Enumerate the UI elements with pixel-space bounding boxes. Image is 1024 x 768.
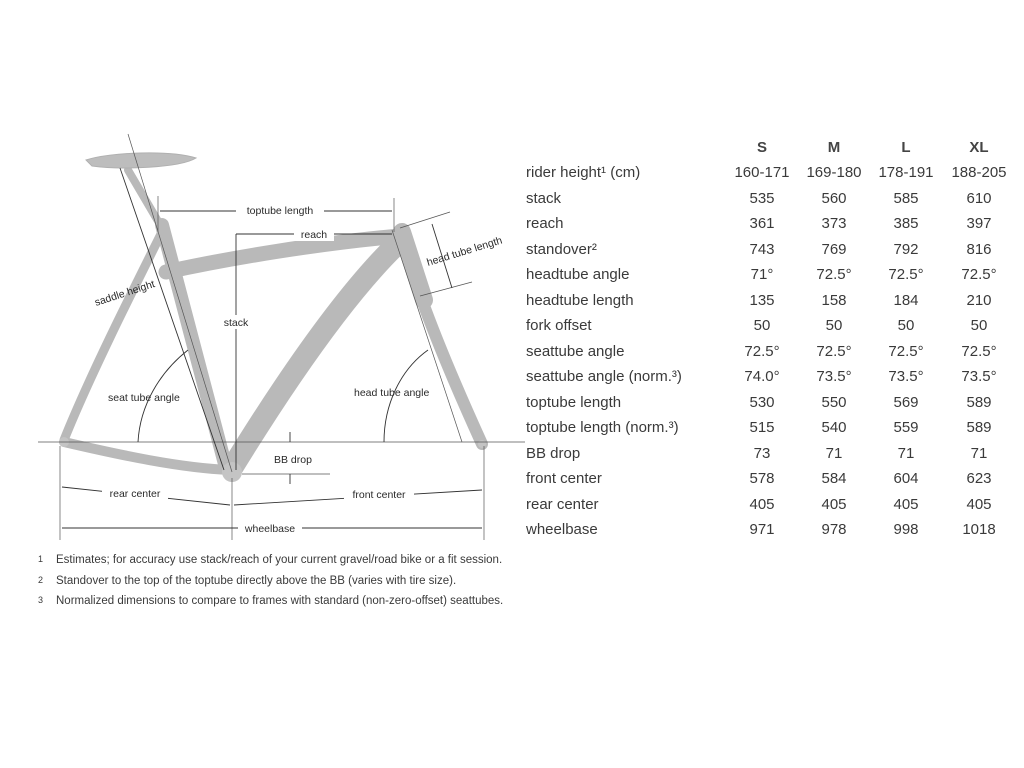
- table-row: [520, 492, 1016, 518]
- cell-value: 535: [749, 189, 775, 207]
- row-label: rear center: [526, 495, 599, 513]
- footnote: [38, 573, 508, 590]
- cell-value: 160-171: [734, 164, 790, 182]
- cell-value: 515: [749, 419, 775, 437]
- cell-value: 385: [893, 215, 919, 233]
- table-row: [520, 415, 1016, 441]
- cell-value: 71°: [750, 266, 774, 284]
- cell-value: 405: [749, 495, 775, 513]
- cell-value: 540: [821, 419, 847, 437]
- cell-value: 72.5°: [888, 266, 924, 284]
- cell-value: 569: [893, 393, 919, 411]
- cell-value: 578: [749, 470, 775, 488]
- cell-value: 72.5°: [961, 266, 997, 284]
- front-center-label: front center: [352, 489, 406, 501]
- size-header-m: M: [827, 138, 841, 156]
- cell-value: 559: [893, 419, 919, 437]
- cell-value: 361: [749, 215, 775, 233]
- row-label: stack: [526, 189, 562, 207]
- geometry-table: [520, 134, 1016, 543]
- cell-value: 623: [966, 470, 992, 488]
- cell-value: 169-180: [806, 164, 862, 182]
- cell-value: 604: [893, 470, 919, 488]
- cell-value: 373: [821, 215, 847, 233]
- cell-value: 584: [821, 470, 847, 488]
- cell-value: 1018: [962, 521, 996, 539]
- reach-label: reach: [300, 229, 328, 241]
- cell-value: 71: [825, 444, 843, 462]
- table-row: [520, 390, 1016, 416]
- cell-value: 971: [749, 521, 775, 539]
- seat-tube-angle-label: seat tube angle: [108, 392, 180, 404]
- chain-stays: [64, 442, 230, 470]
- table-row: [520, 237, 1016, 263]
- fork: [422, 300, 482, 444]
- table-row: [520, 288, 1016, 314]
- cell-value: 978: [821, 521, 847, 539]
- cell-value: 50: [753, 317, 771, 335]
- cell-value: 72.5°: [961, 342, 997, 360]
- footnote-text: Normalized dimensions to compare to frames with standard (non-zero-offset) seattubes.: [56, 595, 504, 607]
- stack-label: stack: [223, 317, 249, 329]
- row-label: toptube length: [526, 393, 622, 411]
- head-tube-length-label: head tube length: [425, 234, 504, 269]
- bb-drop-label: BB drop: [274, 454, 312, 466]
- row-label: BB drop: [526, 444, 581, 462]
- cell-value: 769: [821, 240, 847, 258]
- table-row: [520, 466, 1016, 492]
- cell-value: 816: [966, 240, 992, 258]
- row-label: seattube angle: [526, 342, 625, 360]
- down-tube: [232, 246, 395, 468]
- row-label: toptube length (norm.³): [526, 419, 679, 437]
- cell-value: 178-191: [878, 164, 934, 182]
- table-row: [520, 339, 1016, 365]
- seat-tube-axis: [128, 134, 232, 472]
- footnote-mark: 1: [38, 554, 44, 564]
- head-tube: [402, 232, 424, 300]
- cell-value: 550: [821, 393, 847, 411]
- cell-value: 585: [893, 189, 919, 207]
- row-label: standover²: [526, 240, 597, 258]
- cell-value: 589: [966, 419, 992, 437]
- size-header-row: [520, 134, 1016, 160]
- saddle-height-label: saddle height: [93, 278, 157, 309]
- footnote-mark: 2: [38, 574, 44, 585]
- wheelbase-label: wheelbase: [244, 523, 296, 535]
- row-label: headtube angle: [526, 266, 630, 284]
- cell-value: 560: [821, 189, 847, 207]
- table-row: [520, 262, 1016, 288]
- cell-value: 610: [966, 189, 992, 207]
- cell-value: 589: [966, 393, 992, 411]
- cell-value: 184: [893, 291, 919, 309]
- table-row: [520, 160, 1016, 186]
- size-header-xl: XL: [969, 138, 989, 156]
- cell-value: 530: [749, 393, 775, 411]
- row-label: wheelbase: [526, 521, 598, 539]
- footnote-text: Standover to the top of the toptube directly above the BB (varies with tire size).: [56, 574, 457, 587]
- cell-value: 998: [893, 521, 919, 539]
- cell-value: 73: [753, 444, 771, 462]
- table-row: [520, 364, 1016, 390]
- footnotes: [38, 552, 508, 614]
- cell-value: 158: [821, 291, 847, 309]
- cell-value: 135: [749, 291, 775, 309]
- saddle: [86, 153, 196, 168]
- cell-value: 405: [966, 495, 992, 513]
- cell-value: 71: [897, 444, 915, 462]
- cell-value: 73.5°: [888, 368, 924, 386]
- cell-value: 50: [825, 317, 843, 335]
- row-label: seattube angle (norm.³): [526, 368, 682, 386]
- cell-value: 73.5°: [816, 368, 852, 386]
- frame-geometry-diagram: [0, 0, 530, 550]
- seat-post: [128, 170, 162, 228]
- cell-value: 405: [893, 495, 919, 513]
- table-row: [520, 186, 1016, 212]
- saddle-height-dimension: [120, 168, 224, 470]
- cell-value: 792: [893, 240, 919, 258]
- size-header-s: S: [756, 138, 767, 156]
- cell-value: 71: [970, 444, 988, 462]
- row-label: rider height¹ (cm): [526, 164, 641, 182]
- footnote-text: Estimates; for accuracy use stack/reach of your current gravel/road bike or a fit session.: [56, 554, 503, 566]
- front-dropout: [478, 440, 486, 448]
- head-tube-angle-label: head tube angle: [354, 387, 430, 399]
- footnote-mark: 3: [38, 595, 44, 605]
- footnote: [38, 593, 508, 610]
- cell-value: 73.5°: [961, 368, 997, 386]
- toptube-length-label: toptube length: [246, 205, 314, 217]
- bike-frame: [59, 153, 486, 482]
- cell-value: 210: [966, 291, 992, 309]
- cell-value: 743: [749, 240, 775, 258]
- row-label: front center: [526, 470, 602, 488]
- table-row: [520, 441, 1016, 467]
- size-header-l: L: [901, 138, 911, 156]
- row-label: fork offset: [526, 317, 592, 335]
- row-label: headtube length: [526, 291, 634, 309]
- table-row: [520, 517, 1016, 543]
- cell-value: 188-205: [951, 164, 1007, 182]
- cell-value: 50: [897, 317, 915, 335]
- cell-value: 74.0°: [744, 368, 780, 386]
- cell-value: 405: [821, 495, 847, 513]
- rear-center-label: rear center: [109, 488, 161, 500]
- footnote: [38, 552, 508, 569]
- htl-ext-top: [400, 212, 450, 228]
- table-row: [520, 211, 1016, 237]
- row-label: reach: [526, 215, 564, 233]
- cell-value: 72.5°: [744, 342, 780, 360]
- header-spacer: [520, 134, 726, 160]
- cell-value: 50: [970, 317, 988, 335]
- table-row: [520, 313, 1016, 339]
- cell-value: 72.5°: [888, 342, 924, 360]
- seat-stays: [64, 232, 162, 440]
- cell-value: 72.5°: [816, 342, 852, 360]
- cell-value: 397: [966, 215, 992, 233]
- cell-value: 72.5°: [816, 266, 852, 284]
